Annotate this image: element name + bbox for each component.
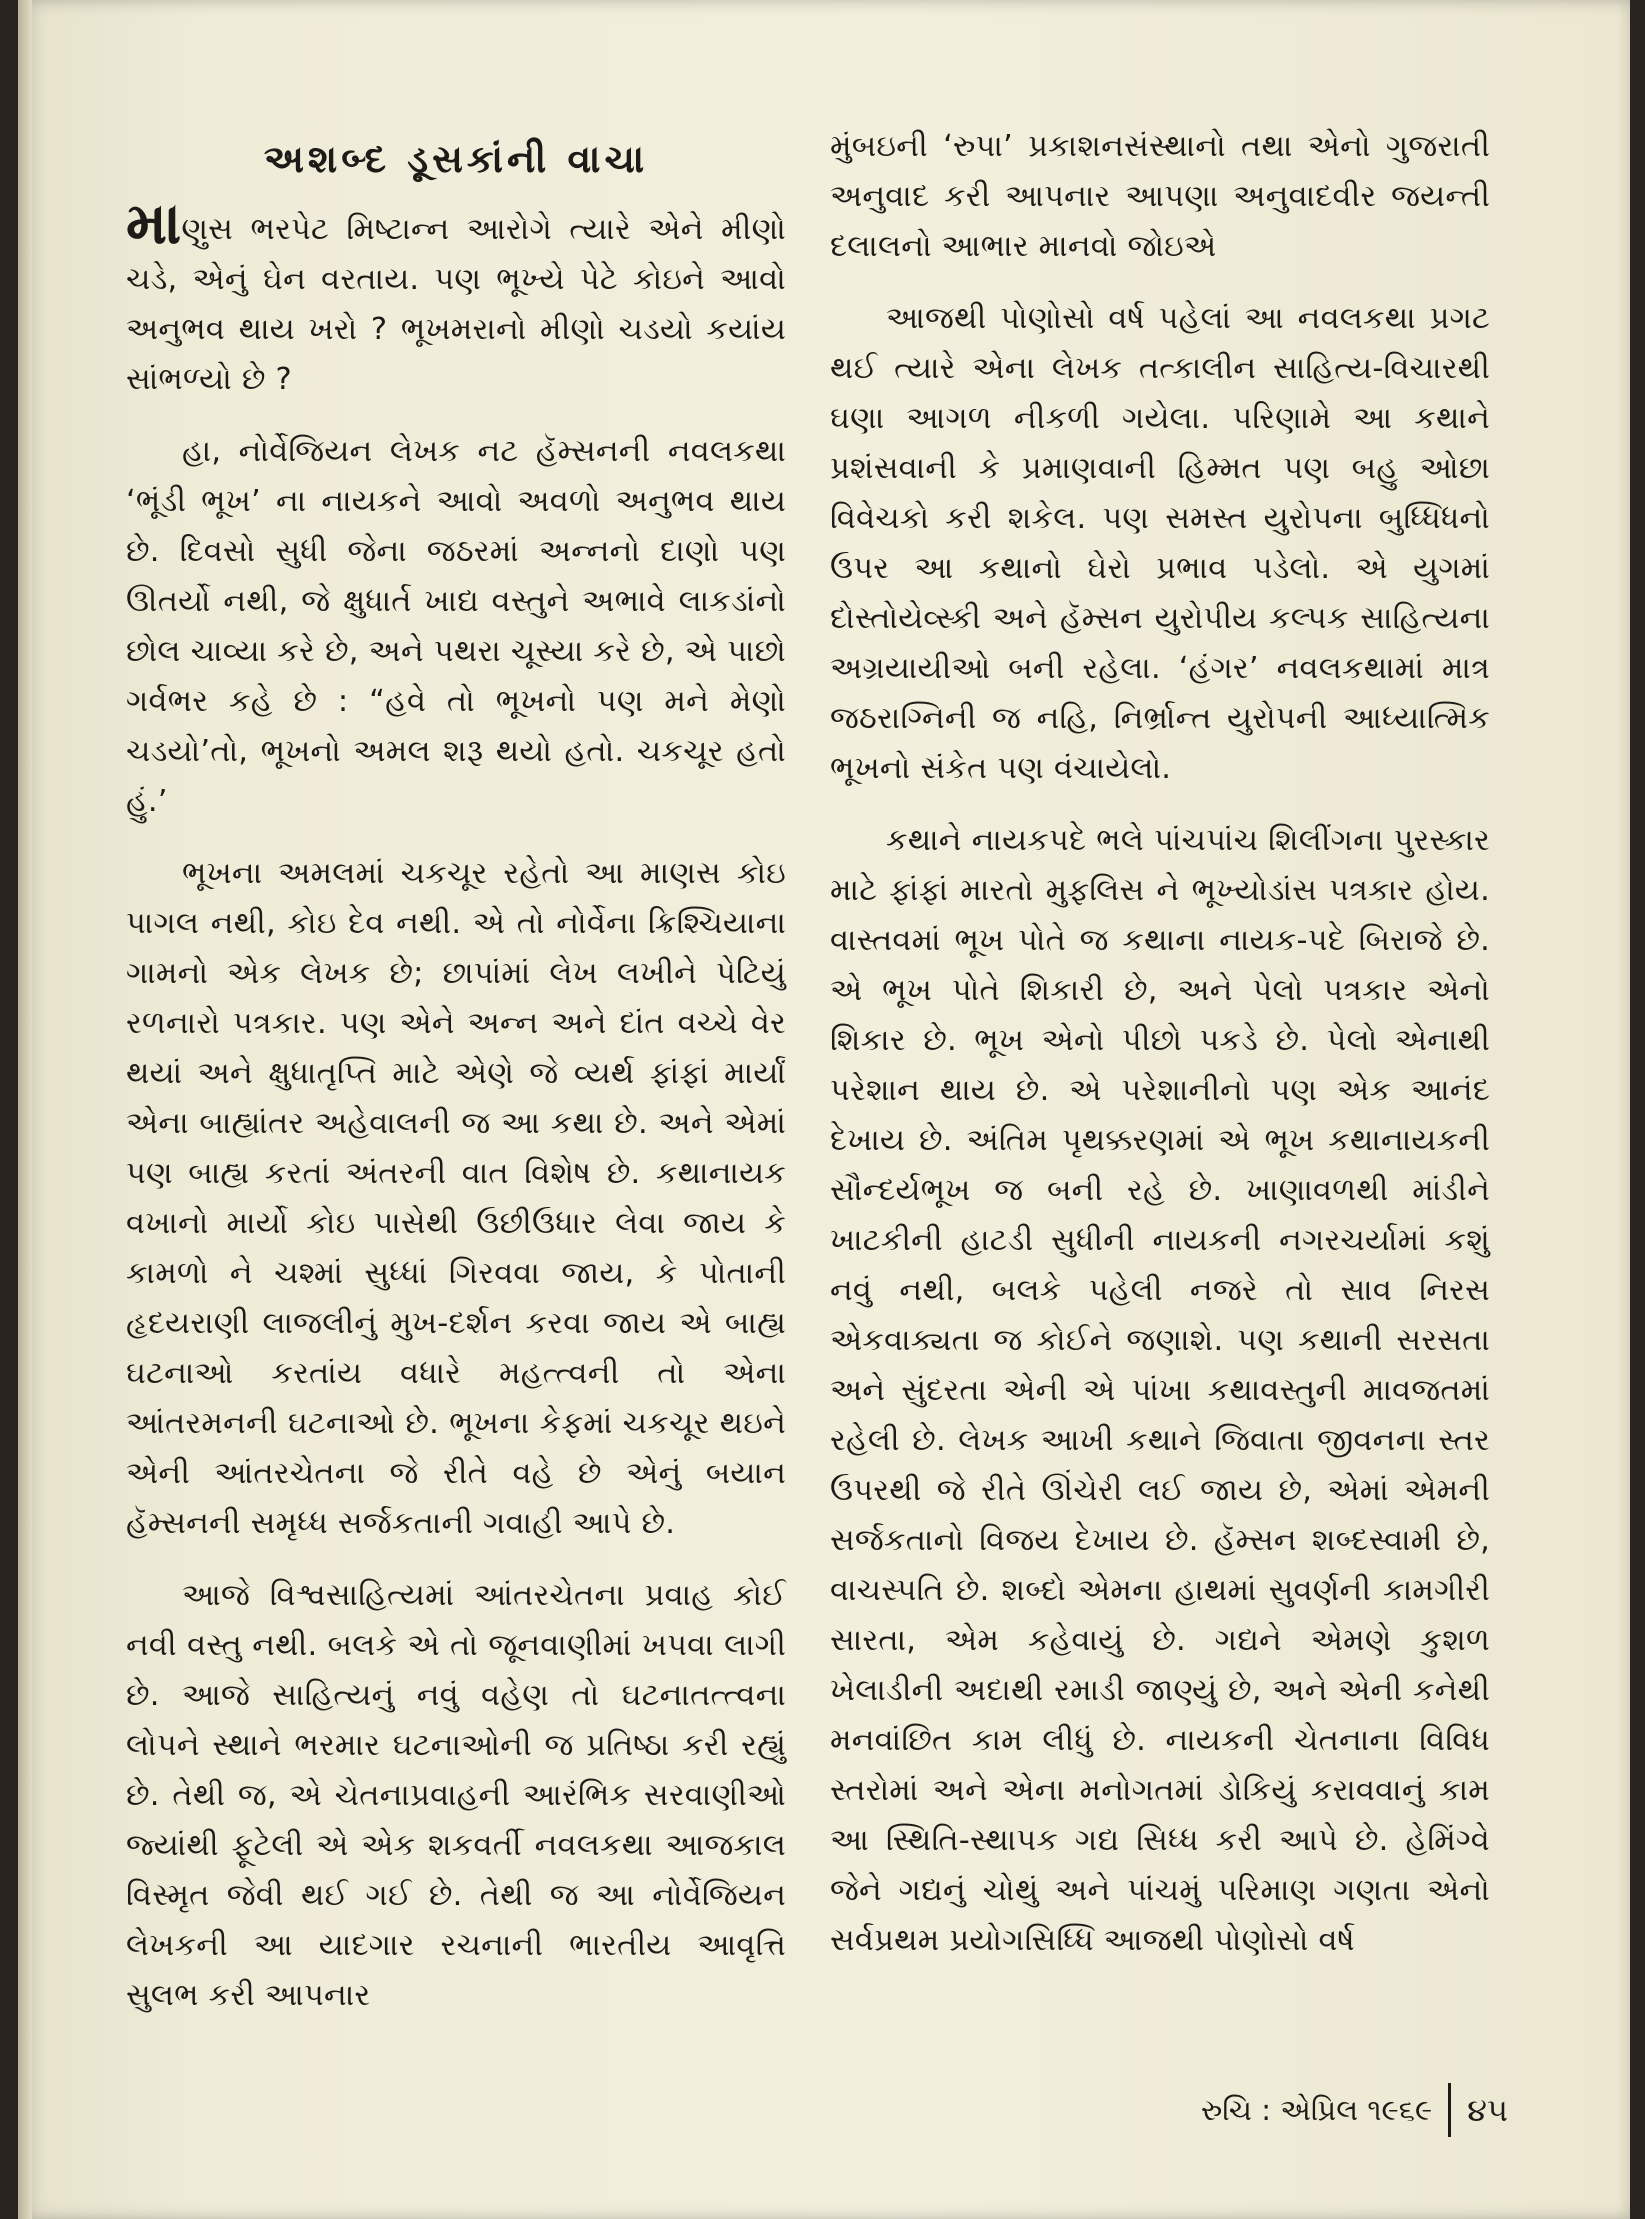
right-column: [830, 122, 1490, 1988]
paragraph-text: ણુસ ભરપેટ મિષ્ટાન્ન આરોગે ત્યારે એને મીણો ચડે, એનું ઘેન વરતાય. પણ ભૂખ્યે પેટે કોઇને આવો અનુભવ થાય ખરો ? ભૂખમરાનો મીણો ચડયો કયાંય સાંભળ્યો છે ?: [126, 212, 786, 397]
magazine-page: [18, 0, 1630, 2219]
left-column: [126, 120, 786, 2043]
article-title: અશબ્દ ડૂસકાંની વાચા: [263, 137, 649, 181]
paragraph: કથાને નાયકપદે ભલે પાંચપાંચ શિલીંગના પુરસ્કાર માટે ફાંફાં મારતો મુફલિસ ને ભૂખ્યોડાંસ પત્રકાર હોય. વાસ્તવમાં ભૂખ પોતે જ કથાના નાયક-પદે બિરાજે છે. એ ભૂખ પોતે શિકારી છે, અને પેલો પત્રકાર એનો શિકાર છે. ભૂખ એનો પીછો પકડે છે. પેલો એનાથી પરેશાન થાય છે. એ પરેશાનીનો પણ એક આનંદ દેખાય છે. અંતિમ પૃથક્કરણમાં એ ભૂખ કથાનાયકની સૌન્દર્યભૂખ જ બની રહે છે. ખાણાવળથી માંડીને ખાટકીની હાટડી સુધીની નાયકની નગરચર્યામાં કશું નવું નથી, બલકે પહેલી નજરે તો સાવ નિરસ એકવાક્યતા જ કોઈને જણાશે. પણ કથાની સરસતા અને સુંદરતા એની એ પાંખા કથાવસ્તુની માવજતમાં રહેલી છે. લેખક આખી કથાને જિવાતા જીવનના સ્તર ઉપરથી જે રીતે ઊંચેરી લઈ જાય છે, એમાં એમની સર્જકતાનો વિજય દેખાય છે. હૅમ્સન શબ્દસ્વામી છે, વાચસ્પતિ છે. શબ્દો એમના હાથમાં સુવર્ણની કામગીરી સારતા, એમ કહેવાયું છે. ગદ્યને એમણે કુશળ ખેલાડીની અદાથી રમાડી જાણ્યું છે, અને એની કનેથી મનવાંછિત કામ લીધું છે. નાયકની ચેતનાના વિવિધ સ્તરોમાં અને એના મનોગતમાં ડોકિયું કરાવવાનું કામ આ સ્થિતિ-સ્થાપક ગદ્ય સિધ્ધ કરી આપે છે. હેમિંગ્વે જેને ગદ્યનું ચોથું અને પાંચમું પરિમાણ ગણતા એનો સર્વપ્રથમ પ્રયોગસિધ્ધિ આજથી પોણોસો વર્ષ: [830, 823, 1490, 1958]
paragraph: ભૂખના અમલમાં ચકચૂર રહેતો આ માણસ કોઇ પાગલ નથી, કોઇ દેવ નથી. એ તો નોર્વેના ક્રિશ્ચિયાના ગામનો એક લેખક છે; છાપાંમાં લેખ લખીને પેટિયું રળનારો પત્રકાર. પણ એને અન્ન અને દાંત વચ્ચે વેર થયાં અને ક્ષુધાતૃપ્તિ માટે એણે જે વ્યર્થ ફાંફાં માર્યાં એના બાહ્યાંતર અહેવાલની જ આ કથા છે. અને એમાં પણ બાહ્ય કરતાં અંતરની વાત વિશેષ છે. કથાનાયક વખાનો માર્યો કોઇ પાસેથી ઉછીઉધાર લેવા જાય કે કામળો ને ચશ્માં સુધ્ધાં ગિરવવા જાય, કે પોતાની હૃદયરાણી લાજલીનું મુખ-દર્શન કરવા જાય એ બાહ્ય ઘટનાઓ કરતાંય વધારે મહત્ત્વની તો એના આંતરમનની ઘટનાઓ છે. ભૂખના કેફમાં ચકચૂર થઇને એની આંતરચેતના જે રીતે વહે છે એનું બયાન હૅમ્સનની સમૃધ્ધ સર્જકતાની ગવાહી આપે છે.: [126, 856, 786, 1541]
page-number: ૪૫: [1467, 2090, 1508, 2129]
paragraph: હા, નોર્વેજિયન લેખક નટ હૅમ્સનની નવલકથા ‘ભૂંડી ભૂખ’ ના નાયકને આવો અવળો અનુભવ થાય છે. દિવસો સુધી જેના જઠરમાં અન્નનો દાણો પણ ઊતર્યો નથી, જે ક્ષુધાર્ત ખાદ્ય વસ્તુને અભાવે લાકડાંનો છોલ ચાવ્યા કરે છે, અને પથરા ચૂસ્યા કરે છે, એ પાછો ગર્વભર કહે છે : “હવે તો ભૂખનો પણ મને મેણો ચડયો’તો, ભૂખનો અમલ શરૂ થયો હતો. ચકચૂર હતો હું.’: [126, 434, 786, 819]
paragraph: [126, 189, 786, 405]
paragraph: આજે વિશ્વસાહિત્યમાં આંતરચેતના પ્રવાહ કોઈ નવી વસ્તુ નથી. બલકે એ તો જૂનવાણીમાં ખપવા લાગી છે. આજે સાહિત્યનું નવું વહેણ તો ઘટનાતત્ત્વના લોપને સ્થાને ભરમાર ઘટનાઓની જ પ્રતિષ્ઠા કરી રહ્યું છે. તેથી જ, એ ચેતનાપ્રવાહની આરંભિક સરવાણીઓ જ્યાંથી ફૂટેલી એ એક શકવર્તી નવલકથા આજકાલ વિસ્મૃત જેવી થઈ ગઈ છે. તેથી જ આ નોર્વેજિયન લેખકની આ યાદગાર રચનાની ભારતીય આવૃત્તિ સુલભ કરી આપનાર: [126, 1578, 786, 2013]
page-footer: [1108, 2080, 1508, 2140]
page-gutter: [18, 0, 32, 2219]
paragraph: મુંબઇની ‘રુપા’ પ્રકાશનસંસ્થાનો તથા એનો ગુજરાતી અનુવાદ કરી આપનાર આપણા અનુવાદવીર જયન્તી દલાલનો આભાર માનવો જોઇએ: [830, 129, 1490, 264]
paragraph: આજથી પોણોસો વર્ષ પહેલાં આ નવલકથા પ્રગટ થઈ ત્યારે એના લેખક તત્કાલીન સાહિત્ય-વિચારથી ઘણા આગળ નીકળી ગયેલા. પરિણામે આ કથાને પ્રશંસવાની કે પ્રમાણવાની હિમ્મત પણ બહુ ઓછા વિવેચકો કરી શકેલ. પણ સમસ્ત યુરોપના બુધ્ધિધનો ઉપર આ કથાનો ઘેરો પ્રભાવ પડેલો. એ યુગમાં દોસ્તોયેવ્સ્કી અને હૅમ્સન યુરોપીય કલ્પક સાહિત્યના અગ્રયાયીઓ બની રહેલા. ‘હંગર’ નવલકથામાં માત્ર જઠરાગ્નિની જ નહિ, નિર્ભ્રાન્ત યુરોપની આધ્યાત્મિક ભૂખનો સંકેત પણ વંચાયેલો.: [830, 301, 1490, 786]
footer-issue-label: રુચિ : એપ્રિલ ૧૯૬૯: [1201, 2092, 1433, 2127]
drop-cap: મા: [126, 189, 182, 257]
